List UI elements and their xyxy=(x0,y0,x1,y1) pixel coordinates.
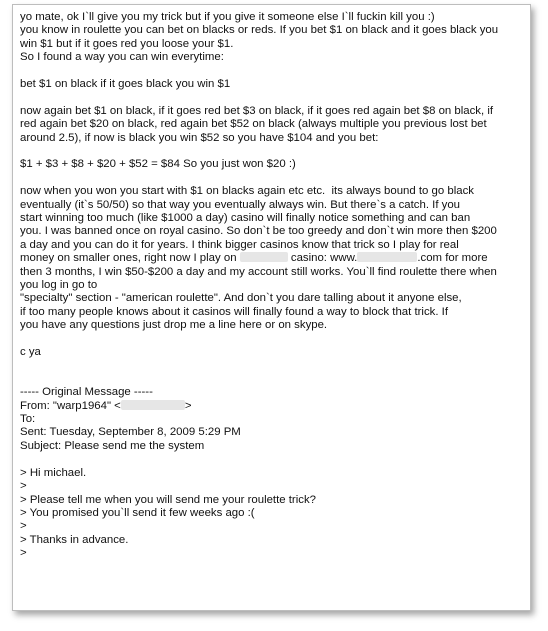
body-line: yo mate, ok I`ll give you my trick but if you give it someone else I`ll fuckin kill you :) xyxy=(20,11,435,23)
spacer xyxy=(20,65,530,78)
body-line: "specialty" section - "american roulette". And don`t you dare talling about it anyone else, xyxy=(20,292,462,305)
body-line: you have any questions just drop me a line here or on skype. xyxy=(20,319,328,332)
redacted-email xyxy=(121,400,185,410)
body-line: bet $1 on black if it goes black you win $1 xyxy=(20,78,231,91)
quoted-sent: Sent: Tuesday, September 8, 2009 5:29 PM xyxy=(20,426,241,439)
body-line: eventually (it`s 50/50) so that way you eventually always win. But there`s a catch. If you xyxy=(20,198,461,211)
redacted-casino-url xyxy=(357,252,417,262)
body-line: now again bet $1 on black, if it goes red bet $3 on black, if it goes red again bet $8 on black, if xyxy=(20,104,494,117)
quoted-from xyxy=(20,400,530,413)
body-line: you log in go to xyxy=(20,279,98,292)
from-label: From: "warp1964" < xyxy=(20,399,121,412)
redacted-casino-name xyxy=(240,252,288,262)
quoted-line: > You promised you`ll send it few weeks ago :( xyxy=(20,506,255,519)
quoted-subject: Subject: Please send me the system xyxy=(20,439,205,452)
body-line: now when you won you start with $1 on blacks again etc etc. its always bound to go black xyxy=(20,185,474,198)
body-line xyxy=(20,252,530,265)
quoted-line: > Please tell me when you will send me your roulette trick? xyxy=(20,493,316,506)
body-line: start winning too much (like $1000 a day) casino will finally notice something and can ban xyxy=(20,212,471,225)
spacer xyxy=(20,172,530,185)
to-label: To: xyxy=(20,413,36,426)
spacer xyxy=(20,453,530,466)
body-line: you know in roulette you can bet on blacks or reds. If you bet $1 on black and it goes black you xyxy=(20,24,499,37)
body-text: money on smaller ones, right now I play on xyxy=(20,252,240,265)
spacer xyxy=(20,145,530,158)
body-line: around 2.5), if now is black you win $52 so you have $104 and you bet: xyxy=(20,131,379,144)
quoted-line: > Hi michael. xyxy=(20,466,87,479)
spacer xyxy=(20,373,530,386)
quoted-line: > Thanks in advance. xyxy=(20,533,129,546)
body-line: then 3 months, I win $50-$200 a day and my account still works. You`ll find roulette there when xyxy=(20,265,497,278)
body-line: you. I was banned once on royal casino. So don`t be too greedy and don`t win more then $200 xyxy=(20,225,497,238)
spacer xyxy=(20,91,530,104)
body-line: So I found a way you can win everytime: xyxy=(20,51,224,64)
body-line: a day and you can do it for years. I think bigger casinos know that trick so I play for real xyxy=(20,238,459,251)
quoted-line: > xyxy=(20,480,27,493)
body-text: casino: www. xyxy=(287,252,358,265)
body-text: .com for more xyxy=(417,252,488,265)
quoted-line: > xyxy=(20,520,27,533)
spacer xyxy=(20,333,530,346)
body-line: $1 + $3 + $8 + $20 + $52 = $84 So you just won $20 :) xyxy=(20,158,296,171)
body-line: red again bet $20 on black, red again bet $52 on black (always multiple you previous lost bet xyxy=(20,118,487,131)
email-message-panel xyxy=(12,4,531,611)
quoted-line: > xyxy=(20,547,27,560)
spacer xyxy=(20,359,530,372)
email-body xyxy=(20,11,530,561)
body-line: win $1 but if it goes red you loose your $1. xyxy=(20,37,234,50)
quoted-header: ----- Original Message ----- xyxy=(20,386,153,399)
signoff: c ya xyxy=(20,346,41,359)
from-close: > xyxy=(184,399,192,412)
body-line: if too many people knows about it casinos will finally found a way to block that trick. If xyxy=(20,305,448,318)
quoted-to xyxy=(20,413,530,426)
